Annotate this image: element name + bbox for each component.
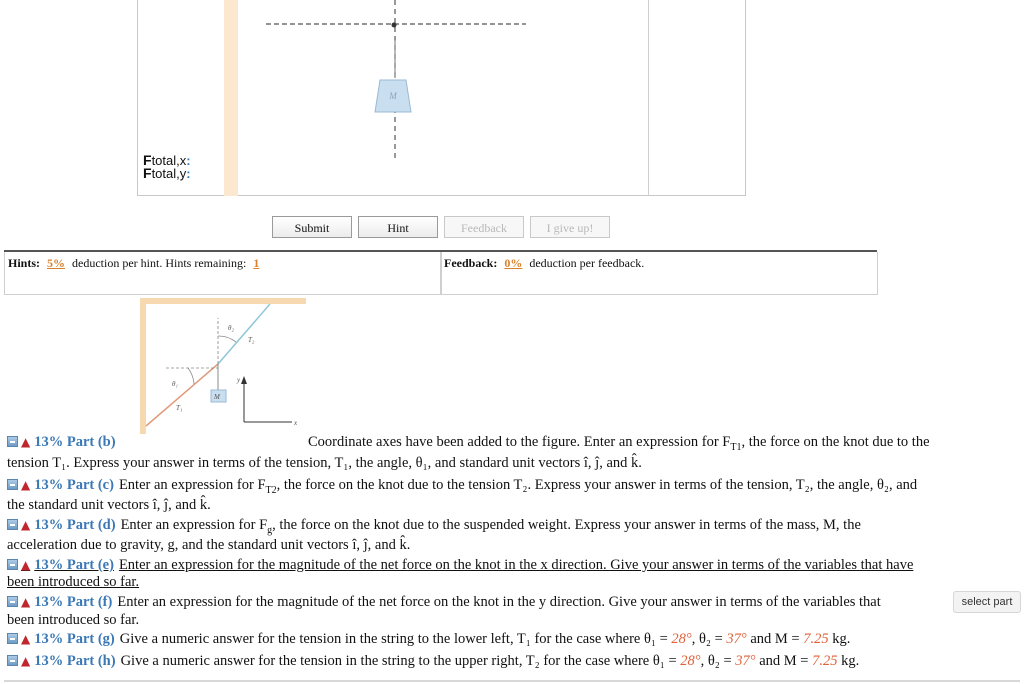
feedback-pct: 0% — [504, 256, 523, 270]
part-c-text-cont: the standard unit vectors î, ĵ, and k̂. — [7, 497, 211, 513]
part-b-text-cont: tension T₁. Express your answer in terms of the tension, T₁, the angle, θ₁, and standard unit vectors î, ĵ, and k̂. — [7, 455, 642, 471]
give-up-button: I give up! — [530, 216, 610, 238]
t2-label: T₂ — [248, 336, 255, 344]
part-h[interactable]: ▲ 13% Part (h) Give a numeric answer for the tension in the string to the upper right, T₂ for the case where θ₁ = 28°, θ₂ = 37° and M = 7.25 kg. — [7, 651, 859, 671]
part-b-label[interactable]: 13% Part (b) — [34, 434, 116, 450]
theta2-label: θ₂ — [228, 324, 234, 332]
bottom-border — [4, 680, 1020, 682]
knot — [392, 23, 397, 28]
knot-diagram — [240, 0, 540, 170]
y-axis-label: y — [237, 376, 241, 384]
part-e-text-cont[interactable]: been introduced so far. — [7, 574, 140, 590]
mass-block — [375, 80, 411, 112]
hints-box — [4, 252, 442, 295]
expand-icon[interactable] — [7, 436, 18, 447]
part-b[interactable] — [7, 432, 121, 452]
hint-button[interactable]: Hint — [358, 216, 438, 238]
warning-icon: ▲ — [21, 478, 31, 492]
hints-pct: 5% — [47, 256, 66, 270]
part-d-label[interactable]: 13% Part (d) — [34, 517, 116, 533]
t1-label: T₁ — [176, 404, 183, 412]
feedback-button: Feedback — [444, 216, 524, 238]
part-f-text-cont: been introduced so far. — [7, 612, 140, 628]
warning-icon: ▲ — [21, 632, 31, 646]
part-c-label[interactable]: 13% Part (c) — [34, 477, 114, 493]
mass-value: 7.25 — [803, 631, 829, 647]
ceiling — [140, 298, 306, 304]
m-label: M — [214, 393, 220, 401]
mass-value: 7.25 — [812, 653, 838, 669]
feedback-box — [440, 252, 878, 295]
expand-icon[interactable] — [7, 596, 18, 607]
f-total-y-label: Ftotal,y: — [143, 165, 191, 181]
part-d[interactable]: ▲ 13% Part (d) Enter an expression for $F_g$, the force on the knot due to the suspended weight. Express your answer in terms of the mass, M, the — [7, 515, 861, 541]
submit-button[interactable]: Submit — [272, 216, 352, 238]
feedback-label: Feedback: — [444, 256, 498, 270]
warning-icon: ▲ — [21, 558, 31, 572]
theta1-value: 28° — [671, 631, 692, 647]
expand-icon[interactable] — [7, 633, 18, 644]
rope-t2 — [218, 304, 270, 364]
coordinate-figure — [140, 298, 306, 434]
theta2-value: 37° — [726, 631, 747, 647]
part-h-label[interactable]: 13% Part (h) — [34, 653, 116, 669]
part-f-label[interactable]: 13% Part (f) — [34, 594, 113, 610]
part-c[interactable]: ▲ 13% Part (c) Enter an expression for $F_{T2}$, the force on the knot due to the tension T₂. Express your answer in terms of the tension, T₂, the angle, θ₂, and — [7, 475, 917, 501]
wall — [140, 298, 146, 434]
theta1-label: θ₁ — [172, 380, 178, 388]
warning-icon: ▲ — [21, 595, 31, 609]
warning-icon: ▲ — [21, 654, 31, 668]
feedback-text: deduction per feedback. — [529, 256, 645, 270]
expand-icon[interactable] — [7, 479, 18, 490]
theta1-value: 28° — [680, 653, 701, 669]
warning-icon: ▲ — [21, 435, 31, 449]
rope-t1 — [146, 364, 218, 426]
panel-strip — [224, 0, 238, 196]
panel-divider — [648, 0, 649, 196]
warning-icon: ▲ — [21, 518, 31, 532]
expand-icon[interactable] — [7, 559, 18, 570]
select-part-tooltip[interactable]: select part — [953, 591, 1021, 613]
f-total-x-label: Ftotal,x: — [143, 152, 191, 168]
hints-text: deduction per hint. Hints remaining: — [72, 256, 247, 270]
expand-icon[interactable] — [7, 655, 18, 666]
part-g-label[interactable]: 13% Part (g) — [34, 631, 115, 647]
x-axis-label: x — [294, 419, 298, 427]
part-g[interactable]: ▲ 13% Part (g) Give a numeric answer for the tension in the string to the lower left, T₁ for the case where θ₁ = 28°, θ₂ = 37° and M = 7.25 kg. — [7, 629, 850, 649]
part-f[interactable]: ▲ 13% Part (f) Enter an expression for the magnitude of the net force on the knot in the y direction. Give your answer in terms of the variables that — [7, 592, 953, 612]
part-e-label[interactable]: 13% Part (e) — [34, 557, 114, 573]
part-b-text: Coordinate axes have been added to the figure. Enter an expression for $F_{T1}$, the force on the knot due to the — [308, 434, 930, 453]
part-d-text-cont: acceleration due to gravity, g, and the standard unit vectors î, ĵ, and k̂. — [7, 537, 411, 553]
expand-icon[interactable] — [7, 519, 18, 530]
hints-remaining: 1 — [253, 256, 260, 270]
part-e[interactable]: ▲ 13% Part (e) Enter an expression for the magnitude of the net force on the knot in the x direction. Give your answer in terms of the variables that have — [7, 555, 913, 575]
mass-label: M — [389, 91, 397, 101]
theta2-value: 37° — [735, 653, 756, 669]
hints-label: Hints: — [8, 256, 41, 270]
